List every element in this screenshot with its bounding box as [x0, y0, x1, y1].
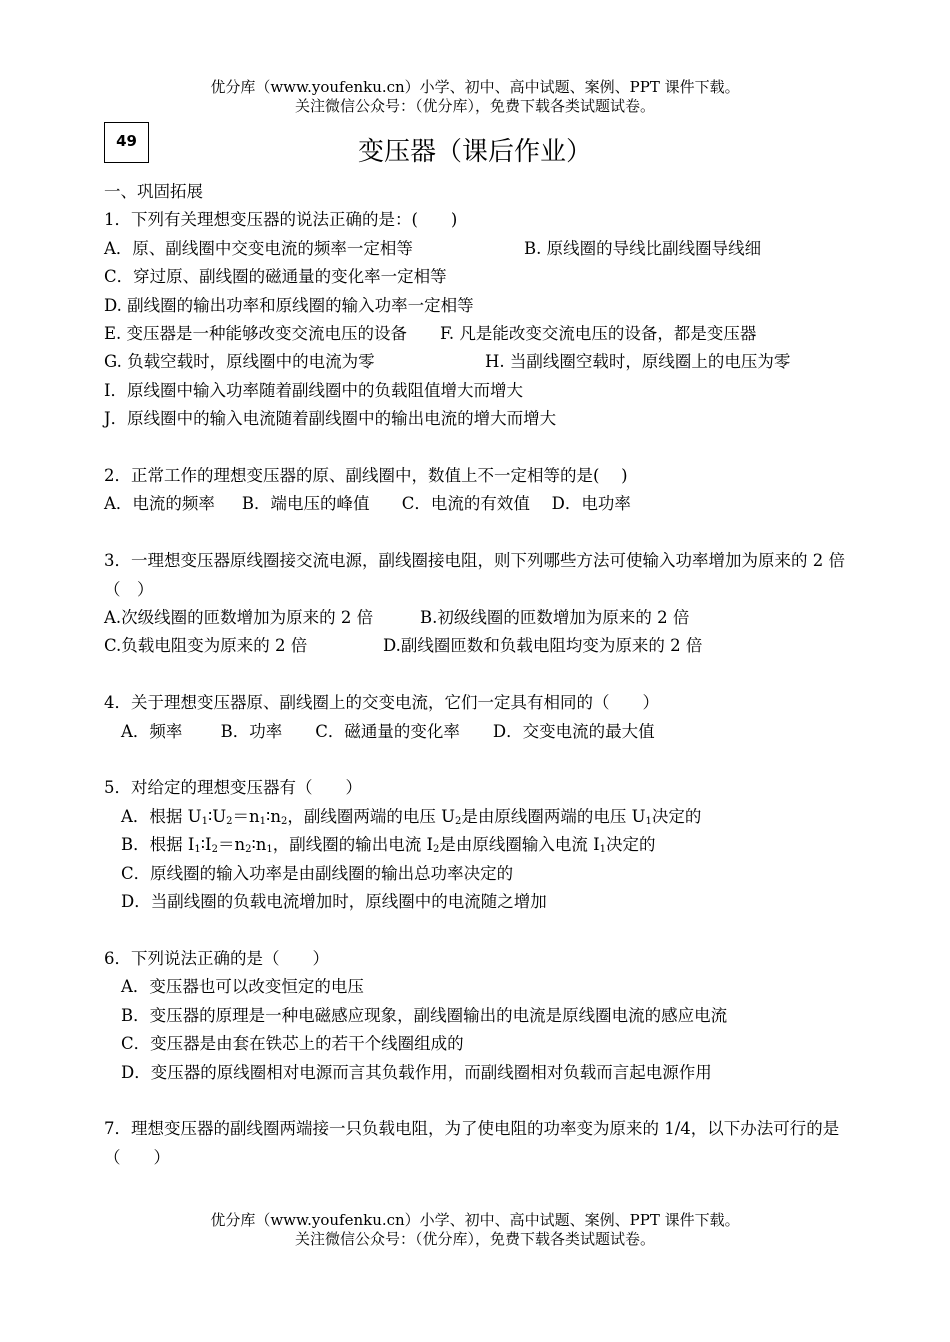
footer-line-2: 关注微信公众号：（优分库），免费下载各类试题试卷。: [294, 1230, 655, 1248]
q1-option-i: I．原线圈中输入功率随着副线圈中的负载阻值增大而增大: [104, 380, 524, 400]
q3-option-d: D.副线圈匝数和负载电阻均变为原来的 2 倍: [383, 636, 703, 656]
q1-row-ab: [104, 235, 850, 263]
q1-option-b: B. 原线圈的导线比副线圈导线细: [524, 238, 762, 258]
q7-stem: 7．理想变压器的副线圈两端接一只负载电阻，为了使电阻的功率变为原来的 1/4，以下办法可行的是（ ）: [104, 1119, 840, 1167]
page-title: 变压器（课后作业）: [357, 137, 592, 167]
lesson-number-box: 49: [104, 122, 149, 163]
q4-options: A．频率 B．功率 C．磁通量的变化率 D．交变电流的最大值: [121, 721, 655, 741]
q3-option-b: B.初级线圈的匝数增加为原来的 2 倍: [420, 608, 690, 628]
q1-option-ef: E. 变压器是一种能够改变交流电压的设备 F. 凡是能改变交流电压的设备，都是变压器: [104, 324, 757, 344]
q5-option-c: C．原线圈的输入功率是由副线圈的输出总功率决定的: [121, 863, 514, 883]
q6-option-b: B．变压器的原理是一种电磁感应现象，副线圈输出的电流是原线圈电流的感应电流: [121, 1005, 728, 1025]
q1-option-h: H. 当副线圈空载时，原线圈上的电压为零: [485, 352, 791, 372]
q2-stem: 2．正常工作的理想变压器的原、副线圈中，数值上不一定相等的是( ): [104, 466, 628, 486]
q3-stem: 3．一理想变压器原线圈接交流电源，副线圈接电阻，则下列哪些方法可使输入功率增加为原来的 2 倍（ ）: [104, 551, 845, 599]
q5-option-b: B．根据 $I_1∶I_2=n_2∶n_1$，副线圈的输出电流 $I_2$是由原线圈输入电流 $I_1$决定的: [121, 835, 656, 856]
q6-option-d: D．变压器的原线圈相对电源而言其负载作用，而副线圈相对负载而言起电源作用: [121, 1062, 712, 1082]
q1-option-g: G. 负载空载时，原线圈中的电流为零: [104, 352, 375, 372]
q5-option-d: D．当副线圈的负载电流增加时，原线圈中的电流随之增加: [121, 892, 547, 912]
q1-option-j: J．原线圈中的输入电流随着副线圈中的输出电流的增大而增大: [104, 409, 557, 429]
banner-line-2: 关注微信公众号：（优分库），免费下载各类试题试卷。: [294, 97, 655, 115]
q1-row-gh: [104, 348, 850, 376]
q6-option-c: C．变压器是由套在铁芯上的若干个线圈组成的: [121, 1034, 464, 1054]
q5-option-a: A．根据 $U_1∶U_2=n_1∶n_2$，副线圈两端的电压 $U_2$是由原线圈两端的电压 $U_1$决定的: [121, 806, 702, 827]
q3-row-ab: [104, 604, 850, 632]
q3-option-a: A.次级线圈的匝数增加为原来的 2 倍: [104, 608, 374, 628]
q4-stem: 4．关于理想变压器原、副线圈上的交变电流，它们一定具有相同的（ ）: [104, 693, 659, 713]
header-banner: [0, 78, 950, 116]
q1-option-a: A．原、副线圈中交变电流的频率一定相等: [104, 238, 413, 258]
section-heading: 一、巩固拓展: [104, 182, 203, 201]
q1-stem: 1．下列有关理想变压器的说法正确的是：( ): [104, 210, 458, 230]
footer-line-1: 优分库（www.youfenku.cn）小学、初中、高中试题、案例、PPT 课件下载。: [210, 1211, 740, 1229]
q1-option-d: D. 副线圈的输出功率和原线圈的输入功率一定相等: [104, 295, 474, 315]
q6-option-a: A．变压器也可以改变恒定的电压: [121, 977, 364, 997]
q2-options: A．电流的频率 B．端电压的峰值 C．电流的有效值 D．电功率: [104, 494, 631, 514]
banner-line-1: 优分库（www.youfenku.cn）小学、初中、高中试题、案例、PPT 课件下载。: [210, 78, 740, 96]
q3-option-c: C.负载电阻变为原来的 2 倍: [104, 636, 308, 656]
q6-stem: 6．下列说法正确的是（ ）: [104, 948, 329, 968]
worksheet-content: [104, 178, 850, 1172]
q3-row-cd: [104, 632, 850, 660]
q1-option-c: C．穿过原、副线圈的磁通量的变化率一定相等: [104, 267, 447, 287]
footer-banner: [0, 1211, 950, 1249]
q5-stem: 5．对给定的理想变压器有（ ）: [104, 778, 362, 798]
